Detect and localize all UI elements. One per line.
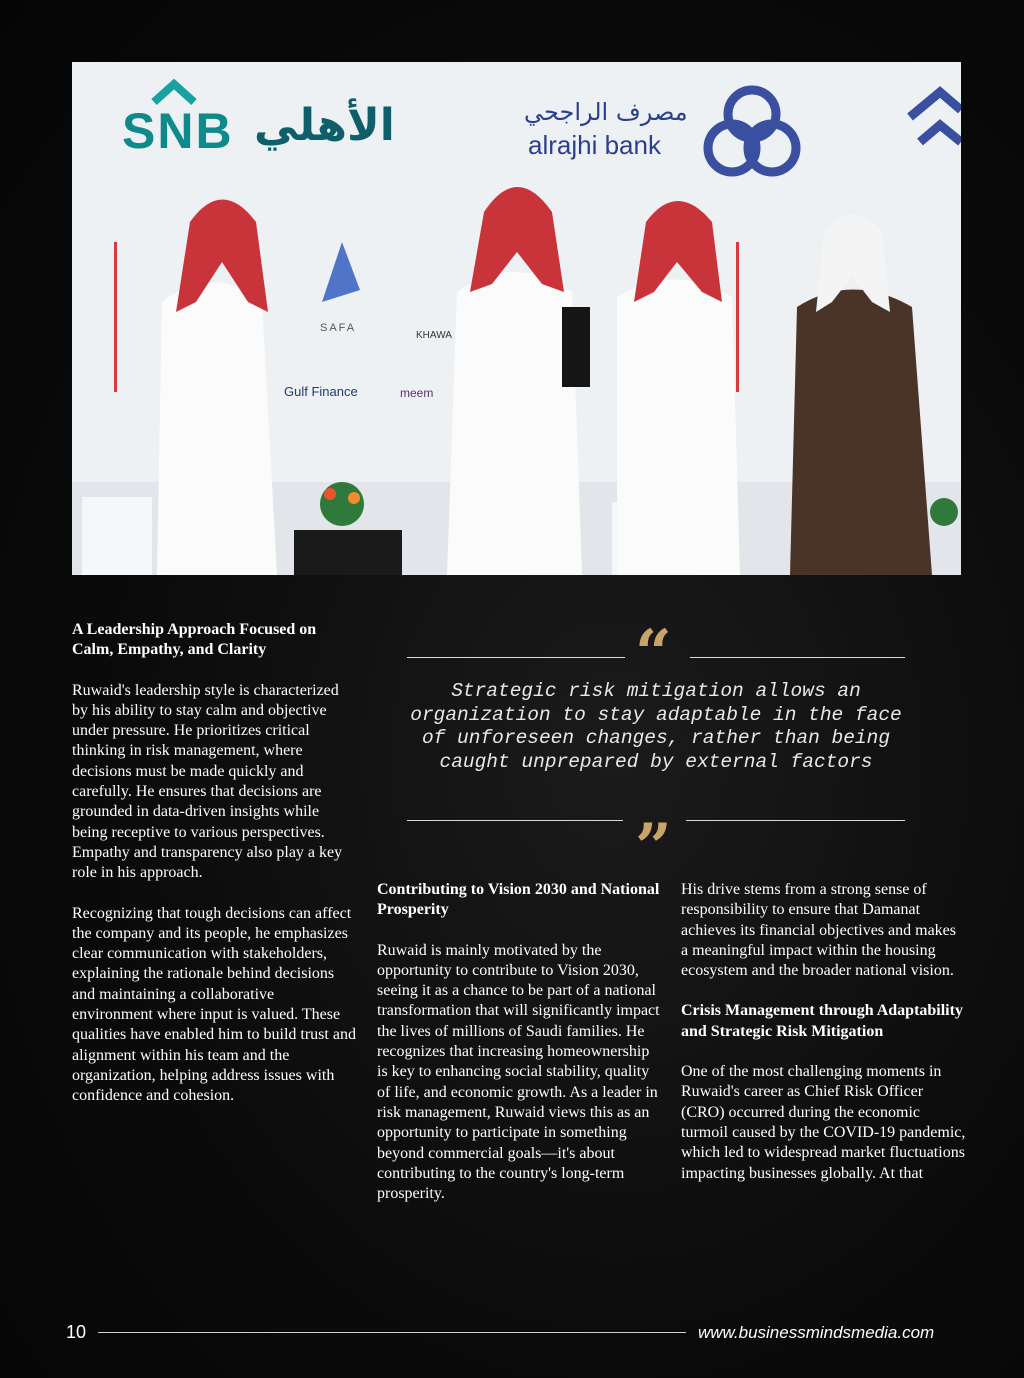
section-heading-crisis-management: Crisis Management through Adaptability and Strategic Risk Mitigation	[681, 1002, 963, 1040]
alrajhi-arabic-logo-text: مصرف الراجحي	[524, 98, 688, 126]
snb-arabic-logo-text: الأهلي	[254, 100, 395, 151]
paragraph: Recognizing that tough decisions can affect the company and its people, he emphasizes clear communication with stakeholders, explaining the rationale behind decisions and maintaining a collaborative environment where input is valued. These qualities have enabled him to build trust and alignment within his team and the organization, helping address issues with confidence and cohesion.	[72, 904, 356, 1105]
paragraph: His drive stems from a strong sense of responsibility to ensure that Damanat achieves its financial objectives and makes a meaningful impact within the housing ecosystem and the broader national vision.	[681, 881, 957, 980]
page-number: 10	[66, 1322, 87, 1342]
middle-column	[377, 880, 662, 1204]
left-column	[72, 620, 357, 1107]
gulf-finance-logo-text: Gulf Finance	[284, 384, 358, 399]
safa-logo-text: SAFA	[320, 322, 357, 334]
footer-website-link[interactable]: www.businessmindsmedia.com	[698, 1323, 935, 1342]
open-quote-icon: “	[635, 616, 672, 691]
paragraph: Ruwaid is mainly motivated by the opportunity to contribute to Vision 2030, seeing it as a chance to be part of a national transformation that will significantly impact the lives of millions of Saudi families. He recognizes that increasing homeownership is key to enhancing social stability, quality of life, and economic growth. As a leader in risk management, Ruwaid views this as an opportunity to participate in something beyond commercial goals—it's about contributing to the country's long-term prosperity.	[377, 941, 660, 1203]
quote-rule-bottom-left	[407, 820, 623, 821]
alrajhi-english-logo-text: alrajhi bank	[528, 130, 661, 160]
pull-quote-text: Strategic risk mitigation allows an organization to stay adaptable in the face of unforeseen changes, rather than being caught unprepared by external factors	[410, 680, 902, 773]
quote-rule-bottom-right	[686, 820, 905, 821]
quote-rule-top-right	[690, 657, 905, 658]
paragraph: Ruwaid's leadership style is characterized by his ability to stay calm and objective under pressure. He prioritizes critical thinking in risk management, where decisions must be made quickly and carefully. He ensures that decisions are grounded in data-driven insights while being receptive to various perspectives. Empathy and transparency also play a key role in his approach.	[72, 681, 343, 882]
close-quote-icon: ”	[635, 810, 672, 885]
event-photo	[72, 62, 961, 575]
section-heading-vision-2030: Contributing to Vision 2030 and National Prosperity	[377, 881, 660, 919]
khawa-logo-text: KHAWA	[416, 330, 452, 341]
quote-rule-top-left	[407, 657, 625, 658]
right-column	[681, 880, 966, 1184]
snb-logo-text: SNB	[122, 103, 234, 159]
section-heading-leadership: A Leadership Approach Focused on Calm, Empathy, and Clarity	[72, 621, 317, 659]
footer-divider	[98, 1332, 686, 1333]
paragraph: One of the most challenging moments in Ruwaid's career as Chief Risk Officer (CRO) occurred during the economic turmoil caused by the COVID-19 pandemic, which led to widespread market fluctuations impacting businesses globally. At that	[681, 1063, 966, 1182]
meem-logo-text: meem	[400, 386, 434, 400]
